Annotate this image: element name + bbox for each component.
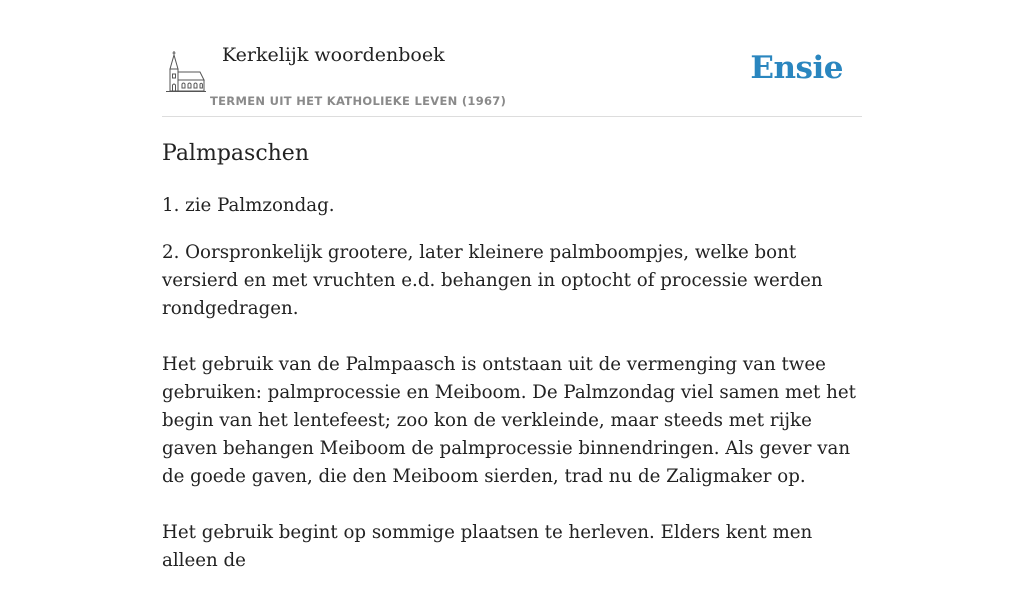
entry-title: Palmpaschen (162, 141, 309, 166)
entry-paragraph: Het gebruik begint op sommige plaatsen te herleven. Elders kent men alleen de (162, 522, 813, 571)
entry-paragraph: Het gebruik van de Palmpaasch is ontstaan uit de vermenging van twee gebruiken: palmprocessie en Meiboom. De Palmzondag viel samen met het begin van het lentefeest; zoo kon de verkleinde, maar steeds met rijke gaven behangen Meiboom de palmprocessie binnendringen. Als gever van de goede gaven, die den Meiboom sierden, trad nu de Zaligmaker op. (162, 354, 856, 487)
site-header (162, 40, 862, 117)
book-title-link[interactable]: Kerkelijk woordenboek (222, 44, 445, 66)
book-subtitle: TERMEN UIT HET KATHOLIEKE LEVEN (1967) (210, 94, 507, 108)
entry-content (162, 138, 872, 603)
church-icon[interactable] (165, 50, 207, 94)
entry-paragraph: 1. zie Palmzondag. (162, 195, 335, 216)
ensie-logo-link[interactable]: Ensie (750, 50, 843, 86)
entry-paragraph: 2. Oorspronkelijk grootere, later kleinere palmboompjes, welke bont versierd en met vruchten e.d. behangen in optocht of processie werden rondgedragen. (162, 242, 823, 319)
